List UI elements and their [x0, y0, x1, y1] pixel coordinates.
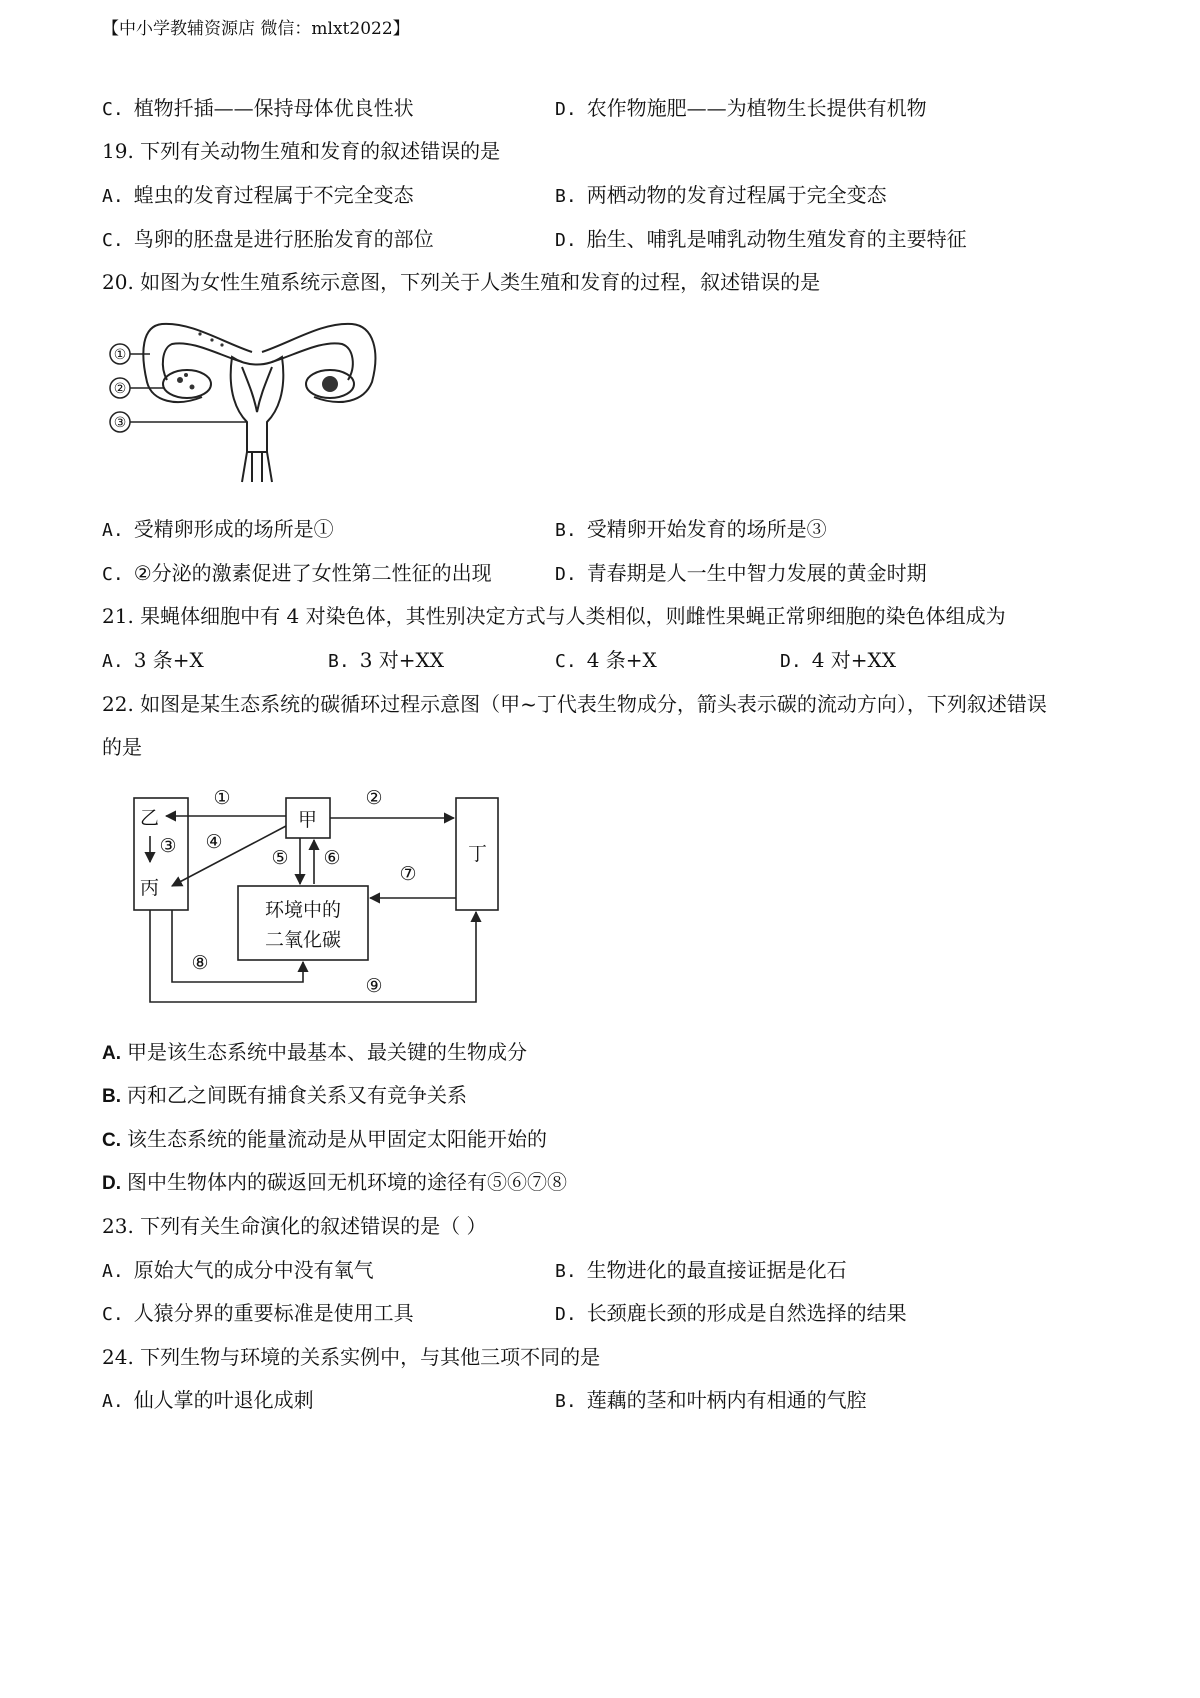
option-text: ②分泌的激素促进了女性第二性征的出现	[133, 561, 492, 585]
q20-stem: 20. 如图为女性生殖系统示意图，下列关于人类生殖和发育的过程，叙述错误的是	[102, 270, 821, 294]
option-label: D.	[555, 99, 577, 120]
q24-option-a	[102, 1388, 314, 1414]
option-text: 两栖动物的发育过程属于完全变态	[586, 183, 887, 207]
option-label: C.	[555, 651, 577, 672]
carbon-cycle-diagram	[128, 782, 508, 1007]
option-label: A.	[102, 1261, 124, 1282]
q22-option-a	[102, 1040, 527, 1066]
option-label: B.	[555, 186, 577, 207]
option-label: C.	[102, 564, 124, 585]
option-text: 仙人掌的叶退化成刺	[133, 1388, 314, 1412]
option-label: B.	[555, 1391, 577, 1412]
arrow-label-9: ⑨	[365, 975, 383, 997]
option-label: D.	[780, 651, 802, 672]
q23-option-c	[102, 1301, 414, 1327]
option-label: B.	[328, 651, 350, 672]
q19-option-b	[555, 183, 887, 209]
arrow-label-8: ⑧	[191, 952, 209, 974]
option-label: D.	[555, 1304, 577, 1325]
arrow-label-6: ⑥	[323, 847, 341, 869]
female-reproductive-system-figure	[102, 312, 392, 484]
option-label: D.	[102, 1173, 121, 1194]
arrow-label-1: ①	[213, 787, 231, 809]
arrow-4	[172, 826, 289, 886]
q23-option-a	[102, 1258, 374, 1284]
figure-label-3: ③	[113, 415, 127, 431]
q22-stem-line2: 的是	[102, 735, 142, 759]
q19-option-c	[102, 227, 434, 253]
node-ding: 丁	[468, 843, 488, 865]
option-text: 甲是该生态系统中最基本、最关键的生物成分	[127, 1040, 527, 1064]
option-label: C.	[102, 1304, 124, 1325]
q19-option-d	[555, 227, 967, 253]
option-text: 蝗虫的发育过程属于不完全变态	[133, 183, 414, 207]
option-text: 4 条+X	[586, 648, 657, 672]
node-co2-line1: 环境中的	[264, 899, 342, 921]
q20-option-b	[555, 517, 827, 543]
option-text: 该生态系统的能量流动是从甲固定太阳能开始的	[127, 1127, 547, 1151]
option-label: A.	[102, 1043, 121, 1064]
q23-option-b	[555, 1258, 847, 1284]
option-label: D.	[555, 564, 577, 585]
option-text: 受精卵形成的场所是①	[133, 517, 334, 541]
figure-label-1: ①	[113, 347, 127, 363]
option-label: C.	[102, 230, 124, 251]
option-text: 鸟卵的胚盘是进行胚胎发育的部位	[133, 227, 434, 251]
option-text: 丙和乙之间既有捕食关系又有竞争关系	[127, 1083, 467, 1107]
q22-option-d	[102, 1170, 567, 1196]
node-yi: 乙	[140, 807, 160, 829]
option-text: 3 对+XX	[359, 648, 445, 672]
option-label: C.	[102, 1130, 121, 1151]
arrow-label-5: ⑤	[271, 847, 289, 869]
node-bing: 丙	[140, 877, 160, 899]
q19-stem: 19. 下列有关动物生殖和发育的叙述错误的是	[102, 139, 501, 163]
q20-option-a	[102, 517, 334, 543]
option-text: 长颈鹿长颈的形成是自然选择的结果	[586, 1301, 907, 1325]
q21-option-c	[555, 648, 657, 674]
node-jia: 甲	[298, 809, 318, 831]
q20-option-c	[102, 561, 492, 587]
option-text: 受精卵开始发育的场所是③	[586, 517, 827, 541]
arrow-label-3: ③	[159, 835, 177, 857]
q18-option-d	[555, 96, 927, 122]
arrow-label-4: ④	[205, 831, 223, 853]
option-text: 3 条+X	[133, 648, 204, 672]
option-text: 人猿分界的重要标准是使用工具	[133, 1301, 414, 1325]
arrow-label-2: ②	[365, 787, 383, 809]
option-label: D.	[555, 230, 577, 251]
option-label: A.	[102, 1391, 124, 1412]
q21-option-a	[102, 648, 204, 674]
option-label: A.	[102, 651, 124, 672]
option-text: 莲藕的茎和叶柄内有相通的气腔	[586, 1388, 867, 1412]
option-text: 植物扦插——保持母体优良性状	[133, 96, 414, 120]
q22-option-c	[102, 1127, 547, 1153]
option-text: 4 对+XX	[811, 648, 897, 672]
q24-stem: 24. 下列生物与环境的关系实例中，与其他三项不同的是	[102, 1345, 601, 1369]
q20-option-d	[555, 561, 927, 587]
option-text: 图中生物体内的碳返回无机环境的途径有⑤⑥⑦⑧	[127, 1170, 567, 1194]
figure-label-2: ②	[113, 381, 127, 397]
q24-option-b	[555, 1388, 867, 1414]
q21-option-d	[780, 648, 896, 674]
option-label: A.	[102, 520, 124, 541]
option-label: C.	[102, 99, 124, 120]
q19-option-a	[102, 183, 414, 209]
arrow-label-7: ⑦	[399, 863, 417, 885]
q23-stem: 23. 下列有关生命演化的叙述错误的是（ ）	[102, 1214, 487, 1238]
q22-stem-line1: 22. 如图是某生态系统的碳循环过程示意图（甲~丁代表生物成分，箭头表示碳的流动方向），下列叙述错误	[102, 692, 1047, 716]
q21-option-b	[328, 648, 444, 674]
node-co2-line2: 二氧化碳	[264, 929, 342, 951]
page-header: 【中小学教辅资源店 微信：mlxt2022】	[102, 19, 410, 39]
option-text: 生物进化的最直接证据是化石	[586, 1258, 847, 1282]
option-label: A.	[102, 186, 124, 207]
option-label: B.	[555, 1261, 577, 1282]
option-text: 青春期是人一生中智力发展的黄金时期	[586, 561, 927, 585]
option-text: 原始大气的成分中没有氧气	[133, 1258, 374, 1282]
option-text: 胎生、哺乳是哺乳动物生殖发育的主要特征	[586, 227, 967, 251]
q21-stem: 21. 果蝇体细胞中有 4 对染色体，其性别决定方式与人类相似，则雌性果蝇正常卵细胞的染色体组成为	[102, 604, 1006, 628]
q23-option-d	[555, 1301, 907, 1327]
q18-option-c	[102, 96, 414, 122]
option-label: B.	[102, 1086, 121, 1107]
option-text: 农作物施肥——为植物生长提供有机物	[586, 96, 927, 120]
q22-option-b	[102, 1083, 467, 1109]
option-label: B.	[555, 520, 577, 541]
